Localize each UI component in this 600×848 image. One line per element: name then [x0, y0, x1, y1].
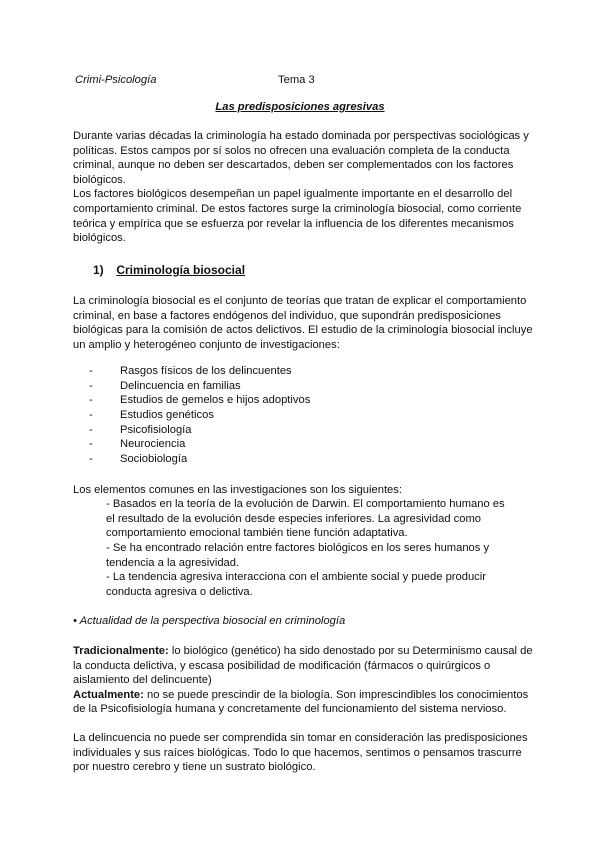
common-element-3: - La tendencia agresiva interacciona con el ambiente social y puede producir conducta agresiva o delictiva. [106, 571, 486, 598]
trad-act-section [73, 644, 535, 717]
closing-paragraph: La delincuencia no puede ser comprendida sin tomar en consideración las predisposiciones individuales y sus raíces biológicas. Todo lo que hacemos, sentimos o pensamos trascurre por nuestro cerebro y tiene un sustrato biológico. [73, 732, 528, 774]
traditional-paragraph [73, 644, 535, 688]
intro-section [73, 129, 535, 246]
intro-paragraph-2: Los factores biológicos desempeñan un papel igualmente importante en el desarrollo del comportamiento criminal. De estos factores surge la criminología biosocial, como corriente teórica y empírica que se esfuerza por revelar la influencia de los diferentes mecanismos biológicos. [73, 188, 522, 245]
bullet-icon: • [73, 615, 77, 627]
list-item: - Delincuencia en familias [89, 379, 241, 392]
list-item: - Rasgos físicos de los delincuentes [89, 365, 292, 377]
list-item: - Psicofisiología [89, 423, 192, 436]
common-elements-intro: Los elementos comunes en las investigaciones son los siguientes: [73, 484, 402, 496]
traditional-label: Tradicionalmente: [73, 645, 169, 657]
list-item: - Sociobiología [89, 453, 188, 466]
current-text: no se puede prescindir de la biología. Son imprescindibles los conocimientos de la Psicofisiología humana y concretamente del funcionamiento del sistema nervioso. [73, 688, 529, 716]
common-element-2: - Se ha encontrado relación entre factores biológicos en los seres humanos y tendencia a la agresividad. [106, 542, 490, 569]
actualidad-heading [73, 614, 345, 629]
list-item: - Estudios genéticos [89, 409, 214, 422]
section-number: 1) [93, 263, 104, 277]
traditional-text: lo biológico (genético) ha sido denostado por su Determinismo causal de la conducta delictiva, y escasa posibilidad de modificación (fármacos o quirúrgicos o aislamiento del delincuente) [73, 645, 533, 687]
list-item: - Estudios de gemelos e hijos adoptivos [89, 394, 311, 407]
intro-paragraph-1: Durante varias décadas la criminología ha estado dominada por perspectivas sociológicas y políticas. Estos campos por sí solos no ofrecen una evaluación completa de la conducta criminal, aunque no deben ser descartados, deben ser complementados con los factores biológicos. [73, 130, 529, 186]
biosocial-paragraph: La criminología biosocial es el conjunto de teorías que tratan de explicar el comportamiento criminal, en base a factores endógenos del individuo, que supondrán predisposiciones biológicas para la comisión de actos delictivos. El estudio de la criminología biosocial incluye un amplio y heterogéneo conjunto de investigaciones: [73, 295, 533, 351]
header-topic: Tema 3 [278, 74, 315, 86]
list-item: - Neurociencia [89, 438, 186, 451]
common-element-1: - Basados en la teoría de la evolución de Darwin. El comportamiento humano es el resultado de la evolución desde especies inferiores. La agresividad como comportamiento emocional también tiene función adaptativa. [106, 498, 505, 540]
current-paragraph [73, 688, 535, 717]
section-heading-text: Criminología biosocial [116, 263, 246, 277]
research-list [89, 364, 310, 467]
section-heading-biosocial [93, 263, 245, 278]
actualidad-heading-text: Actualidad de la perspectiva biosocial en criminología [79, 615, 346, 627]
header-course: Crimi-Psicología [75, 74, 157, 86]
page-title: Las predisposiciones agresivas [215, 101, 385, 113]
current-label: Actualmente: [73, 688, 144, 701]
